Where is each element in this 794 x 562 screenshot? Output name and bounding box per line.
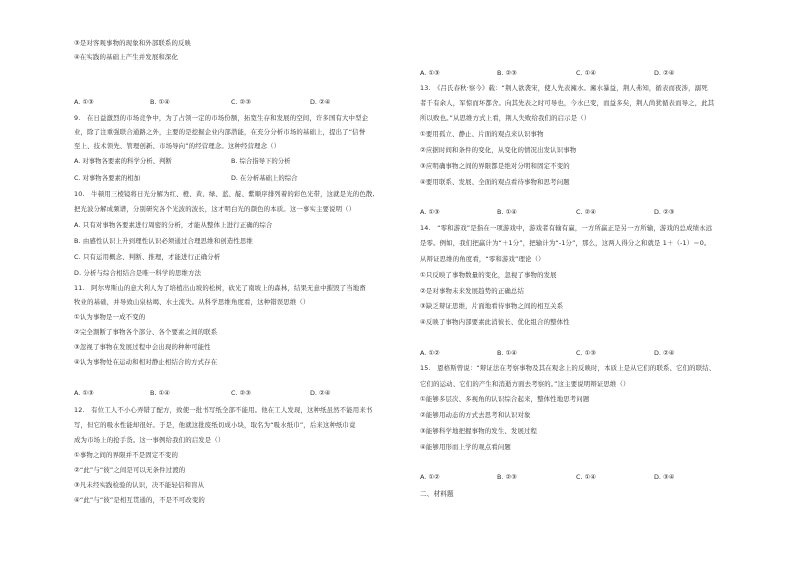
q13-statement-4: ④要用联系、发展、全面的观点看待事物和思考问题 xyxy=(420,178,570,186)
q11-statement-4: ④认为事物处在运动和相对静止相结合的方式存在 xyxy=(74,358,218,366)
q14-stem-line: 是零。例如，我们把赢计为“＋1分”，把输计为“-1分”，那么，这两人得分之和就是 1＋（-1）＝0。 xyxy=(420,239,711,247)
q12-option-b[interactable]: B. ②③ xyxy=(497,69,517,77)
q9-option-d[interactable]: D. 在分析基础上的综合 xyxy=(231,174,298,182)
q9-stem-line: 业，除了注重强联合通路之外，主要的是挖掘企业内部潜能，在充分分析市场的基础上，提出了“信誉 xyxy=(74,128,366,136)
q12-statement-3: ③凡未经实践检验的认识，决不能轻信和盲从 xyxy=(74,481,205,489)
pre-statement-3: ③是对客观事物的现象和外部联系的反映 xyxy=(74,39,192,47)
q14-statement-2: ②是对事物未来发展趋势的正确总结 xyxy=(420,287,524,295)
q13-statement-2: ②应据时间和条件的变化，从变化的情况出发认识事物 xyxy=(420,146,577,154)
q14-stem-line: 14. “零和游戏”是指在一项游戏中，游戏者有输有赢，一方所赢正是另一方所输，游戏的总成绩永远 xyxy=(420,224,713,232)
q13-stem-line: 13. 《吕氏春秋·察今》载：“荆人欲袭宋，使人先表澭水。澭水暴益，荆人弗知，循表而夜涉，溺死 xyxy=(420,84,708,92)
q9-option-a[interactable]: A. 对事物各要素的科学分析、判断 xyxy=(74,157,172,165)
q14-statement-4: ④反映了事物内部要素此消彼长、优化组合的整体性 xyxy=(420,318,570,326)
q9-stem-line: 9. 在日益激烈的市场竞争中，为了占领一定的市场份额，拓宽生存和发展的空间，许多国有大中型企 xyxy=(74,114,369,122)
q11-option-d[interactable]: D. ②④ xyxy=(310,389,331,397)
section-title: 二、材料题 xyxy=(420,490,454,498)
q14-stem-line: 从辩证思维的角度看，“零和游戏”理论（） xyxy=(420,255,545,263)
q12-stem-line: 成为市场上的抢手货。这一事例给我们的启发是（） xyxy=(74,436,225,444)
q14-option-a[interactable]: A. ①② xyxy=(420,349,440,357)
q13-option-d[interactable]: D. ②③ xyxy=(654,208,675,216)
q12-option-d[interactable]: D. ②④ xyxy=(654,69,675,77)
q15-option-c[interactable]: C. ①④ xyxy=(576,473,596,481)
q8-option-d[interactable]: D. ②④ xyxy=(310,98,331,106)
q12-statement-1: ①事物之间的界限并不是固定不变的 xyxy=(74,451,178,459)
q13-option-c[interactable]: C. ②④ xyxy=(576,208,596,216)
q12-stem-line: 写，但它的吸水性能却很好。于是，他就这批废纸切成小块，取名为“吸水纸巾”，后来这种纸巾竟 xyxy=(74,421,356,429)
q11-stem-line: 11. 阿尔卑斯山的意大利人为了培植出山坡的松树，砍光了南坡上的森林，结果无意中摧毁了当地畜 xyxy=(74,284,366,292)
q11-statement-2: ②完全割断了事物各个部分、各个要素之间的联系 xyxy=(74,328,218,336)
q11-option-c[interactable]: C. ②③ xyxy=(231,389,251,397)
q12-option-a[interactable]: A. ①③ xyxy=(420,69,440,77)
q12-stem-line: 12. 有位工人不小心弄错了配方，致使一批书写纸全部不能用。他在工人发现，这种纸虽然不能用来书 xyxy=(74,406,373,414)
q15-statement-2: ②能够用动态的方式去思考和认识对象 xyxy=(420,411,531,419)
q11-stem-line: 牧业的基础，并导致山泉枯竭、水土流失。从科学思维角度看，这种错误思维（） xyxy=(74,298,310,306)
q13-statement-3: ③应明确事物之间的界限都是绝对分明和固定不变的 xyxy=(420,162,570,170)
q15-statement-3: ③能够科学地把握事物的发生、发展过程 xyxy=(420,427,538,435)
q13-option-a[interactable]: A. ①③ xyxy=(420,208,440,216)
q8-option-b[interactable]: B. ①④ xyxy=(150,98,170,106)
q10-stem-line: 10. 牛顿用三棱镜将日光分解为红、橙、黄、绿、蓝、靛、紫顺序排列着的彩色光带，这就是光的色散, xyxy=(74,190,375,198)
q10-option-c[interactable]: C. 只有运用概念、判断、推理，才能进行正确分析 xyxy=(74,253,221,261)
q12-statement-2: ②“此”与“彼”之间是可以无条件过渡的 xyxy=(74,466,186,474)
q10-stem-line: 把光波分解成频谱，分别研究各个光波的波长，这才明白光的颜色的本质。这一事实主要说明（） xyxy=(74,205,356,213)
q9-option-c[interactable]: C. 对事物各要素的相加 xyxy=(74,174,141,182)
q14-option-b[interactable]: B. ①④ xyxy=(497,349,517,357)
q13-statement-1: ①要用孤立、静止、片面的观点来认识事物 xyxy=(420,130,544,138)
q11-option-b[interactable]: B. ①④ xyxy=(150,389,170,397)
q12-option-c[interactable]: C. ①④ xyxy=(576,69,596,77)
q15-stem-line: 它们的运动、它们的产生和消逝方面去考察的。”这主要说明辩证思维（） xyxy=(420,380,630,388)
q10-option-a[interactable]: A. 只有对事物各要素进行周密的分析，才能从整体上进行正确的综合 xyxy=(74,221,273,229)
q14-option-d[interactable]: D. ②④ xyxy=(654,349,675,357)
q15-option-d[interactable]: D. ③④ xyxy=(654,473,675,481)
q11-statement-3: ③忽视了事物在发展过程中会出现的种种可能性 xyxy=(74,343,211,351)
q11-option-a[interactable]: A. ①③ xyxy=(74,389,94,397)
q9-option-b[interactable]: B. 综合指导下的分析 xyxy=(231,157,291,165)
q9-stem-line: 至上、技术领先、管理创新、市场导向”的经营理念。这种经营理念（） xyxy=(74,142,281,150)
q14-statement-1: ①只反映了事物数量的变化，忽视了事物的发展 xyxy=(420,271,557,279)
q8-option-c[interactable]: C. ②③ xyxy=(231,98,251,106)
pre-statement-4: ④在实践的基础上产生并发展和深化 xyxy=(74,53,178,61)
q14-statement-3: ③缺乏辩证思维，片面地看待事物之间的相互关系 xyxy=(420,302,564,310)
q15-option-b[interactable]: B. ②③ xyxy=(497,473,517,481)
q11-statement-1: ①认为事物是一成不变的 xyxy=(74,313,146,321)
q13-stem-line: 所以败也。”从思维方式上看，荆人失败给我们的启示是（） xyxy=(420,114,591,122)
q13-stem-line: 者千有余人，军惊而坏都舍。向其先表之时可导也，今水已变，而益多矣，荆人尚犹循表而导之，此其 xyxy=(420,99,715,107)
q15-stem-line: 15. 恩格斯曾说：“辩证法在考察事物及其在观念上的反映时，本质上是从它们的联系、它们的联结、 xyxy=(420,364,716,372)
q13-option-b[interactable]: B. ①④ xyxy=(497,208,517,216)
q15-statement-1: ①能够多层次、多视角的认识综合起来，整体性地思考问题 xyxy=(420,395,590,403)
q14-option-c[interactable]: C. ①③ xyxy=(576,349,596,357)
q10-option-d[interactable]: D. 分析与综合相结合是唯一科学的思维方法 xyxy=(74,269,202,277)
q15-statement-4: ④能够用形而上学的观点看问题 xyxy=(420,443,511,451)
q15-option-a[interactable]: A. ①② xyxy=(420,473,440,481)
q10-option-b[interactable]: B. 由感性认识上升到理性认识必须通过合理思维和创造性思维 xyxy=(74,237,253,245)
q12-statement-4: ④“此”与“彼”是相互贯通的，不是不可改变的 xyxy=(74,496,205,504)
q8-option-a[interactable]: A. ①③ xyxy=(74,98,94,106)
